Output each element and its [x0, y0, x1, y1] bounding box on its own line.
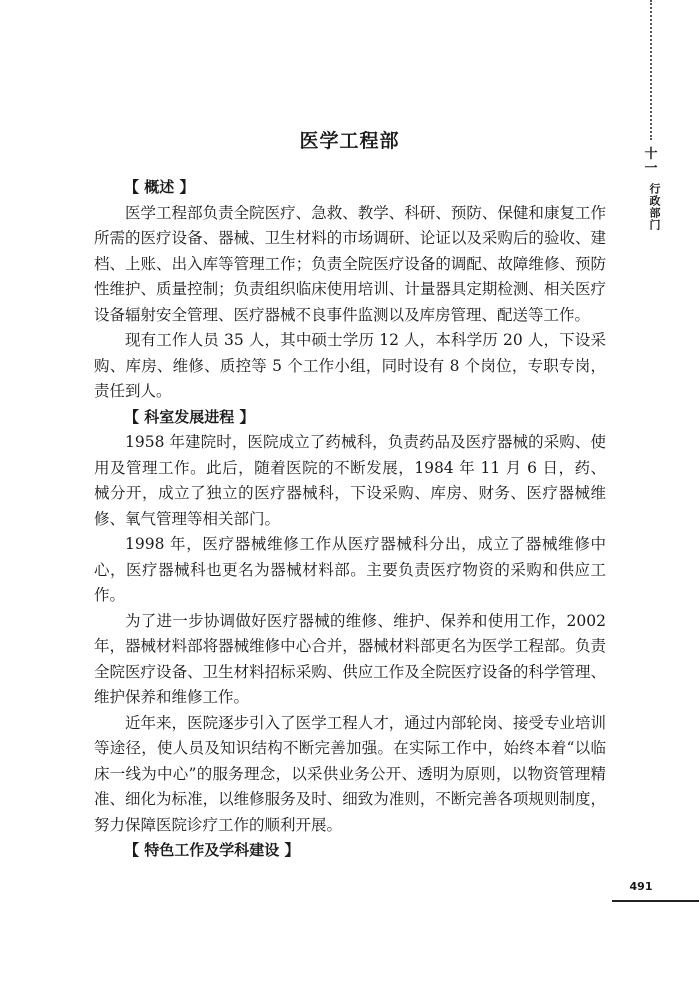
paragraph: 1998 年，医疗器械维修工作从医疗器械科分出，成立了器械维修中心，医疗器械科也更名为器械材料部。主要负责医疗物资的采购和供应工作。 — [94, 535, 606, 604]
page-title: 医学工程部 — [299, 130, 400, 152]
paragraph: 医学工程部负责全院医疗、急救、教学、科研、预防、保健和康复工作所需的医疗设备、器械、卫生材料的市场调研、论证以及采购后的验收、建档、上账、出入库等管理工作；负责全院医疗设备的调配、故障维修、预防性维护、质量控制；负责组织临床使用培训、计量器具定期检测、相关医疗设备辐射安全管理、医疗器械不良事件监测以及库房管理、配送等工作。 — [94, 203, 606, 324]
chapter-number: 十一 — [644, 147, 658, 176]
footer-rule — [612, 900, 699, 902]
page-number: 491 — [629, 880, 653, 893]
paragraph: 1958 年建院时，医院成立了药械科，负责药品及医疗器械的采购、使用及管理工作。此后，随着医院的不断发展，1984 年 11 月 6 日，药、械分开，成立了独立的医疗器械科，下设采购、库房、财务、医疗器械维修、氧气管理等相关部门。 — [94, 433, 606, 528]
section-heading-overview: 【 概述 】 — [124, 178, 195, 196]
paragraph: 为了进一步协调做好医疗器械的维修、维护、保养和使用工作，2002 年，器械材料部将器械维修中心合并，器械材料部更名为医学工程部。负责全院医疗设备、卫生材料招标采购、供应工作及全院医疗设备的科学管理、维护保养和维修工作。 — [94, 611, 606, 706]
section-tab-label: 行政部门 — [648, 183, 661, 231]
paragraph: 近年来，医院逐步引入了医学工程人才，通过内部轮岗、接受专业培训等途径，使人员及知识结构不断完善加强。在实际工作中，始终本着“以临床一线为中心”的服务理念，以采供业务公开、透明为原则，以物资管理精准、细化为标准，以维修服务及时、细致为准则，不断完善各项规则制度，努力保障医院诊疗工作的顺利开展。 — [94, 713, 606, 834]
section-heading-history: 【 科室发展进程 】 — [124, 407, 255, 426]
margin-dotted-line — [650, 0, 652, 140]
paragraph: 现有工作人员 35 人，其中硕士学历 12 人，本科学历 20 人，下设采购、库房、维修、质控等 5 个工作小组，同时设有 8 个岗位，专职专岗，责任到人。 — [94, 331, 606, 400]
section-heading-features: 【 特色工作及学科建设 】 — [124, 841, 300, 859]
document-body — [94, 175, 606, 864]
